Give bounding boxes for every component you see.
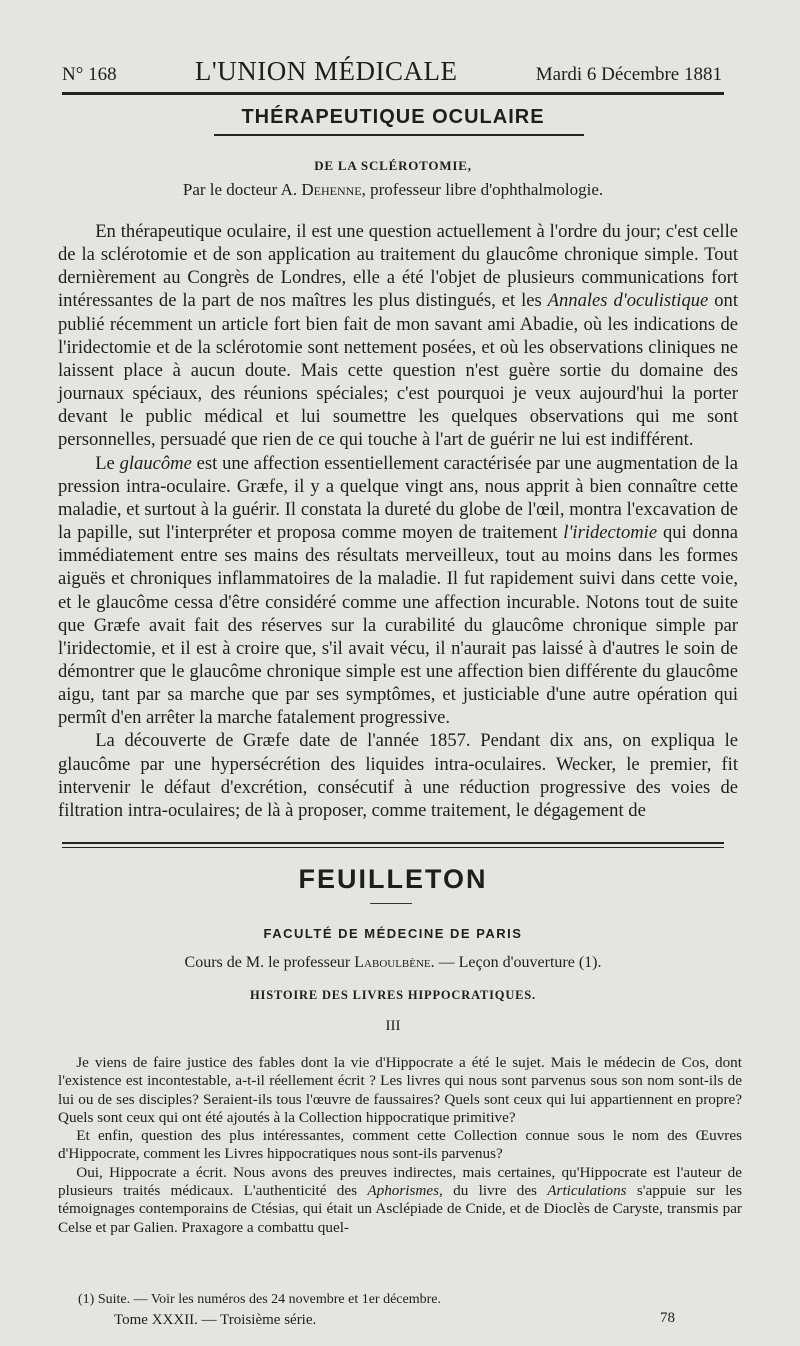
volume-line: Tome XXXII. — Troisième série.: [114, 1312, 317, 1328]
feuilleton-paragraph: Et enfin, question des plus intéressantes, comment cette Collection connue sous le nom des Œuvres d'Hippocrate, comment les Livres hippocratiques nous sont-ils parvenus?: [58, 1127, 742, 1163]
footnote: (1) Suite. — Voir les numéros des 24 novembre et 1er décembre.: [78, 1292, 442, 1307]
article-paragraph: La découverte de Græfe date de l'année 1857. Pendant dix ans, on expliqua le glaucôme par une hypersécrétion des liquides intra-oculaires. Wecker, le premier, fit intervenir le défaut d'excrétion, consécutif à une réduction progressive des voies de filtration intra-oculaires; de là à proposer, comme traitement, le dégagement de: [58, 730, 738, 821]
faculty-heading: FACULTÉ DE MÉDECINE DE PARIS: [263, 926, 523, 941]
issue-number: N° 168: [62, 64, 117, 85]
author-name: Dehenne: [301, 180, 362, 199]
header-rule: [62, 92, 724, 95]
feuilleton-body: [58, 1054, 742, 1237]
feuilleton-rule-top: [62, 842, 724, 844]
article-body: [58, 220, 738, 822]
article-subtitle: DE LA SCLÉROTOMIE,: [314, 158, 472, 173]
course-line: Cours de M. le professeur Laboulbène. — Leçon d'ouverture (1).: [184, 954, 602, 971]
section-underline: [214, 134, 584, 136]
feuilleton-rule-bottom: [62, 847, 724, 848]
issue-date: Mardi 6 Décembre 1881: [535, 64, 722, 85]
page-header: [62, 56, 722, 86]
article-paragraph: Le glaucôme est une affection essentiellement caractérisée par une augmentation de la pression intra-oculaire. Græfe, il y a quelque vingt ans, nous apprit à bien connaître cette maladie, et surtout à la guérir. Il constata la dureté du globe de l'œil, montra l'excavation de la papille, sut l'interpréter et proposa comme moyen de traitement l'iridectomie qui donna immédiatement entre ses mains des résultats merveilleux, tout au moins dans les formes aiguës et chroniques inflammatoires de la maladie. Il fut rapidement suivi dans cette voie, et le glaucôme cessa d'être considéré comme une affection incurable. Notons tout de suite que Græfe avait fait des réserves sur la curabilité du glaucôme chronique simple par l'iridectomie, et il est à croire que, s'il avait vécu, il n'aurait pas laissé à d'autres le soin de démontrer que le glaucôme chronique simple est une affection bien différente du glaucôme aigu, tant par sa marche que par ses symptômes, et justiciable d'une autre opération qui permît d'en arrêter la marche fatalement progressive.: [58, 452, 738, 729]
journal-title: L'UNION MÉDICALE: [194, 56, 458, 86]
feuilleton-title: FEUILLETON: [298, 864, 488, 894]
feuilleton-subtitle: HISTOIRE DES LIVRES HIPPOCRATIQUES.: [250, 988, 536, 1002]
article-paragraph: En thérapeutique oculaire, il est une question actuellement à l'ordre du jour; c'est celle de la sclérotomie et de son application au traitement du glaucôme chronique simple. Tout dernièrement au Congrès de Londres, elle a été l'objet de plusieurs communications fort intéressantes de la part de nos maîtres les plus distingués, et les Annales d'oculistique ont publié récemment un article fort bien fait de mon savant ami Abadie, où les indications de l'iridectomie et de la sclérotomie sont nettement posées, et où les observations cliniques ne laissent place à aucun doute. Mais cette question n'est guère sortie du domaine des journaux spéciaux, des réunions spéciales; c'est pourquoi je veux aujourd'hui la porter devant le public médical et lui soumettre les quelques observations qui me sont personnelles, persuadé que rien de ce qui touche à l'art de guérir ne lui est indifférent.: [58, 221, 738, 451]
page-number: 78: [660, 1310, 675, 1326]
feuilleton-divider: [370, 903, 412, 904]
feuilleton-paragraph: Oui, Hippocrate a écrit. Nous avons des preuves indirectes, mais certaines, qu'Hippocrate est l'auteur de plusieurs traités médicaux. L'authenticité des Aphorismes, du livre des Articulations s'appuie sur les témoignages contemporains de Ctésias, qui était un Asclépiade de Cnide, et de Dioclès de Caryste, transmis par Celse et par Galien. Praxagore a combattu quel-: [58, 1163, 743, 1236]
article-byline: Par le docteur A. Dehenne, professeur libre d'ophthalmologie.: [182, 180, 604, 199]
section-title: THÉRAPEUTIQUE OCULAIRE: [241, 106, 545, 128]
chapter-numeral: III: [385, 1018, 401, 1034]
professor-name: Laboulbène: [354, 954, 431, 971]
feuilleton-paragraph: Je viens de faire justice des fables dont la vie d'Hippocrate a été le sujet. Mais le médecin de Cos, dont l'existence est incontestable, a-t-il réellement écrit ? Les livres qui nous sont parvenus sous son nom sont-ils de lui ou de ses disciples? Seraient-ils tous l'œuvre de faussaires? Quels sont ceux qui lui appartiennent en propre? Quels sont ceux qui ont été ajoutés à la Collection hippocratique primitive?: [58, 1054, 742, 1126]
